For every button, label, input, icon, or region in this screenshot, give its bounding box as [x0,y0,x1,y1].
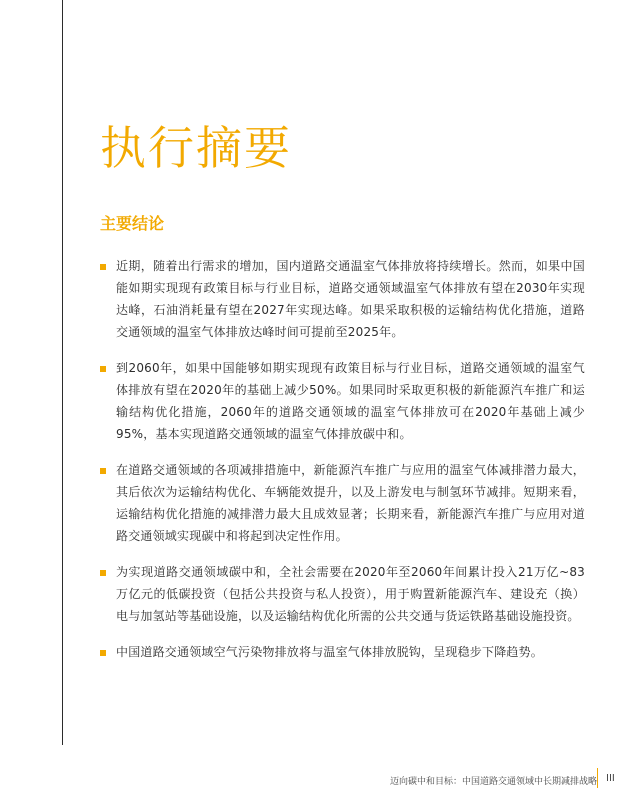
section-heading: 主要结论 [100,214,165,233]
list-item [100,255,585,343]
list-item [100,561,585,627]
list-item-text: 近期，随着出行需求的增加，国内道路交通温室气体排放将持续增长。然而，如果中国能如期实现现有政策目标与行业目标，道路交通领域温室气体排放有望在2030年实现达峰，石油消耗量有望在2027年实现达峰。如果采取积极的运输结构优化措施，道路交通领域的温室气体排放达峰时间可提前至2025年。 [116,259,585,339]
left-vertical-rule [62,0,63,745]
list-item [100,459,585,547]
bullet-square-icon [100,650,106,656]
list-item [100,357,585,445]
list-item-text: 为实现道路交通领域碳中和，全社会需要在2020年至2060年间累计投入21万亿~83万亿元的低碳投资（包括公共投资与私人投资），用于购置新能源汽车、建设充（换）电与加氢站等基础设施，以及运输结构优化所需的公共交通与货运铁路基础设施投资。 [116,565,585,623]
footer-divider [597,768,598,788]
footer-report-title: 迈向碳中和目标：中国道路交通领域中长期减排战略 [390,777,598,787]
key-findings-list [100,255,585,677]
bullet-square-icon [100,468,106,474]
list-item-text: 在道路交通领域的各项减排措施中，新能源汽车推广与应用的温室气体减排潜力最大，其后依次为运输结构优化、车辆能效提升，以及上游发电与制氢环节减排。短期来看，运输结构优化措施的减排潜力最大且成效显著；长期来看，新能源汽车推广与应用对道路交通领域实现碳中和将起到决定性作用。 [116,463,585,543]
page-title: 执行摘要 [100,121,292,175]
page-number: III [606,773,615,784]
list-item-text: 到2060年，如果中国能够如期实现现有政策目标与行业目标，道路交通领域的温室气体排放有望在2020年的基础上减少50%。如果同时采取更积极的新能源汽车推广和运输结构优化措施，2060年的道路交通领域的温室气体排放可在2020年基础上减少95%，基本实现道路交通领域的温室气体排放碳中和。 [116,361,585,441]
list-item-text: 中国道路交通领域空气污染物排放将与温室气体排放脱钩，呈现稳步下降趋势。 [116,645,544,659]
bullet-square-icon [100,570,106,576]
bullet-square-icon [100,264,106,270]
list-item [100,641,585,663]
bullet-square-icon [100,366,106,372]
